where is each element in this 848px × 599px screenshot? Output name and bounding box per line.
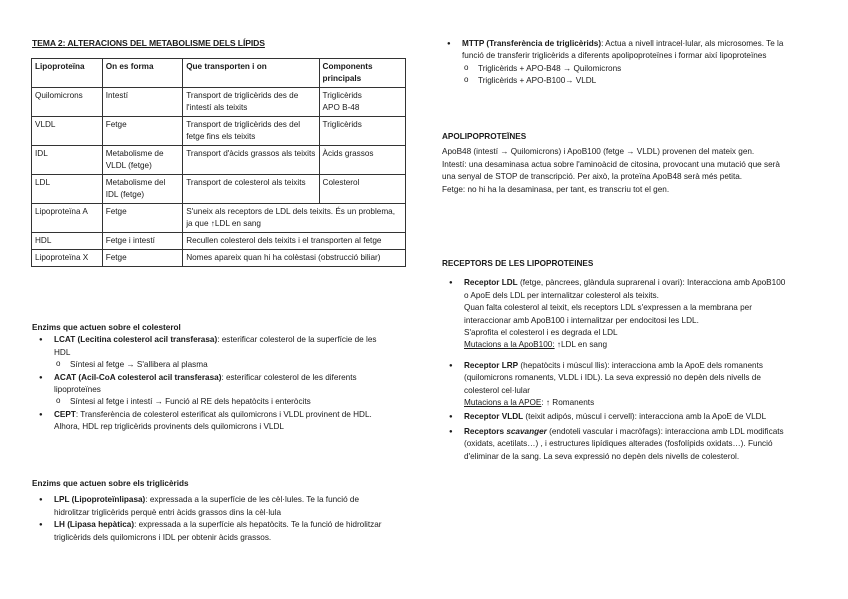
list-item	[32, 334, 392, 359]
mttp-section	[440, 38, 790, 88]
section-heading: APOLIPOPROTEÏNES	[442, 132, 527, 141]
paragraph: Quan falta colesterol al teixit, els receptors LDL s'expressen a la membrana per interaccionar amb ApoB100 i internalitzar per endocitosi les LDL.	[464, 303, 752, 325]
table-cell: Transport de triglicèrids des de l'intestí als teixits	[183, 88, 319, 117]
receptor-name: Receptor LRP	[464, 360, 519, 370]
list-item	[442, 426, 792, 463]
table-row	[32, 117, 406, 146]
table-header-cell: Lipoproteïna	[32, 59, 103, 88]
list-item	[32, 519, 392, 544]
table-cell: Transport de colesterol als teixits	[183, 175, 319, 204]
table-cell: Fetge i intestí	[102, 233, 182, 250]
mutation-label: Mutacions a la ApoB100:	[464, 340, 555, 350]
list-item	[442, 277, 792, 351]
receptor-name-italic: scavanger	[506, 426, 547, 436]
mutation-text: ↑LDL en sang	[554, 340, 608, 350]
table-cell: Fetge	[102, 204, 182, 233]
table-row	[32, 250, 406, 267]
list-item	[440, 38, 790, 63]
enzyme-text: : Transferència de colesterol esterificat als quilomicrons i VLDL provinent de HDL. Alhora, HDL rep triglicèrids provinents dels quilomicrons i VLDL	[54, 409, 372, 432]
enzyme-text: : esterificar colesterol de les diferents lipoproteïnes	[54, 372, 357, 395]
table-row	[32, 88, 406, 117]
apolipoproteins-section	[442, 131, 792, 196]
table-cell: Fetge	[102, 117, 182, 146]
enzyme-name: LPL (Lipoproteïnlipasa)	[54, 495, 146, 505]
receptor-text: (teixit adipós, múscul i cervell): interacciona amb la ApoE de VLDL	[523, 412, 767, 422]
table-cell: HDL	[32, 233, 103, 250]
enzyme-name: ACAT (Acil-CoA colesterol acil transferasa)	[54, 372, 222, 382]
table-cell: Lipoproteïna A	[32, 204, 103, 233]
table-row	[32, 204, 406, 233]
receptor-name: Receptor VLDL	[464, 412, 524, 422]
table-cell: Fetge	[102, 250, 182, 267]
table-cell: S'uneix als receptors de LDL dels teixits. És un problema, ja que ↑LDL en sang	[183, 204, 406, 233]
table-cell: VLDL	[32, 117, 103, 146]
section-heading: Enzims que actuen sobre els triglicèrids	[32, 479, 189, 488]
enzyme-name: MTTP (Transferència de triglicèrids)	[462, 39, 602, 48]
table-cell: Colesterol	[319, 175, 405, 204]
list-item	[32, 372, 392, 397]
section-heading: RECEPTORS DE LES LIPOPROTEINES	[442, 259, 594, 268]
receptors-section	[442, 258, 792, 463]
list-subitem: o Triglicèrids + APO-B48 → Quilomicrons	[440, 63, 790, 75]
table-header-cell: On es forma	[102, 59, 182, 88]
enzyme-name: LCAT (Lecitina colesterol acil transferasa)	[54, 335, 218, 345]
table-cell: IDL	[32, 146, 103, 175]
table-cell: Quilomicrons	[32, 88, 103, 117]
table-row	[32, 175, 406, 204]
enzyme-text: : Actua a nivell intracel·lular, als microsomes. Te la funció de transferir triglicèrids a diferents apolipoproteïnes i formar així lipoproteïnes	[462, 39, 784, 61]
table-row	[32, 146, 406, 175]
paragraph: S'aprofita el colesterol i es degrada el LDL	[464, 328, 618, 338]
table-cell: Transport d'àcids grassos als teixits	[183, 146, 319, 175]
paragraph: Fetge: no hi ha la desaminasa, per tant, es transcriu tot el gen.	[442, 184, 670, 194]
list-item	[32, 494, 392, 519]
receptor-text: (fetge, pàncrees, glàndula suprarenal i ovari): Interacciona amb ApoB100 o ApoE dels LDL per internalitzar colesterol als teixits.	[464, 278, 786, 300]
table-cell: Recullen colesterol dels teixits i el transporten al fetge	[183, 233, 406, 250]
table-header-cell: Que transporten i on	[183, 59, 319, 88]
mutation-note	[464, 397, 792, 409]
list-item	[442, 360, 792, 410]
table-cell: Transport de triglicèrids des del fetge fins els teixits	[183, 117, 319, 146]
table-cell: Triglicèrids	[319, 117, 405, 146]
table-cell: Intestí	[102, 88, 182, 117]
table-header-cell: Components principals	[319, 59, 405, 88]
section-heading: Enzims que actuen sobre el colesterol	[32, 323, 181, 332]
table-cell: Lipoproteïna X	[32, 250, 103, 267]
enzyme-text: : expressada a la superfície als hepatòcits. Te la funció de hidrolitzar triglicèrids dels quilomicrons i IDL per obtenir àcids grassos.	[54, 520, 382, 542]
mutation-label: Mutacions a la APOE	[464, 398, 542, 408]
triglyceride-enzymes-section	[32, 478, 392, 544]
enzyme-name: LH (Lipasa hepàtica)	[54, 520, 135, 530]
receptor-text: (hepatòcits i múscul llis): interacciona amb la ApoE dels romanents (quilomicrons romanents, VLDL i IDL). La seva expressió no depèn dels nivells de colesterol cel·lular	[464, 360, 763, 395]
enzyme-text: : esterificar colesterol de la superfície de les HDL	[54, 335, 377, 357]
paragraph: Intestí: una desaminasa actua sobre l'aminoàcid de citosina, provocant una mutació que serà una senyal de STOP de transcripció. Per això, la proteïna ApoB48 serà més petita.	[442, 159, 780, 182]
receptor-name: Receptor LDL	[464, 278, 518, 288]
table-cell: LDL	[32, 175, 103, 204]
list-subitem: o Síntesi al fetge → S'allibera al plasma	[32, 359, 392, 371]
page-title: TEMA 2: ALTERACIONS DEL METABOLISME DELS LÍPIDS	[32, 38, 265, 48]
list-subitem: o Síntesi al fetge i intestí → Funció al RE dels hepatòcits i enteròcits	[32, 396, 392, 408]
list-item	[32, 409, 392, 434]
enzyme-name: CEPT	[54, 409, 76, 419]
table-cell: Nomes apareix quan hi ha colèstasi (obstrucció biliar)	[183, 250, 406, 267]
receptor-text: (endoteli vascular i macròfags): interacciona amb LDL modificats (oxidats, acetilats…) , i estructures lipídiques alterades (fosfolípids oxidats…). Funció d'eliminar de la sang. La seva expressió no depèn dels nivells de colesterol.	[464, 426, 784, 461]
enzyme-text: : expressada a la superfície de les cèl·lules. Te la funció de hidrolitzar triglicèrids perquè entri àcids grassos dins la cèl·lula	[54, 495, 360, 517]
mutation-note	[464, 339, 792, 351]
paragraph: ApoB48 (intestí → Quilomicrons) i ApoB100 (fetge → VLDL) provenen del mateix gen.	[442, 147, 755, 157]
cholesterol-enzymes-section	[32, 322, 392, 434]
receptor-name: Receptors	[464, 426, 507, 436]
list-subitem: o Triglicèrids + APO-B100→ VLDL	[440, 75, 790, 87]
list-item	[442, 411, 792, 423]
table-cell: Àcids grassos	[319, 146, 405, 175]
table-cell: Metabolisme del IDL (fetge)	[102, 175, 182, 204]
table-header-row	[32, 59, 406, 88]
table-cell: Triglicèrids APO B-48	[319, 88, 405, 117]
lipoprotein-table	[31, 58, 406, 267]
table-row	[32, 233, 406, 250]
table-cell: Metabolisme de VLDL (fetge)	[102, 146, 182, 175]
mutation-text: : ↑ Romanents	[541, 398, 595, 408]
